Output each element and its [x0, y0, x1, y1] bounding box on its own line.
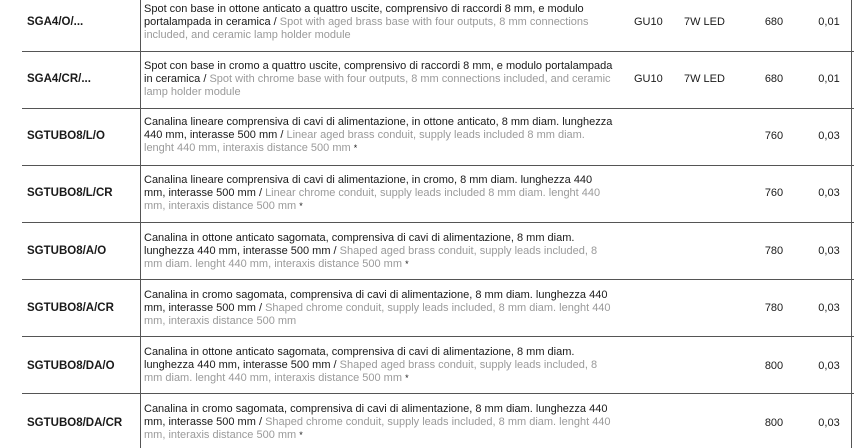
- description-english: Linear chrome conduit, supply leads included 8 mm diam. lenght 440 mm, interaxis distance 500 mm: [144, 187, 601, 212]
- value-column-2: 0,03: [818, 417, 840, 429]
- language-separator: /: [258, 416, 262, 428]
- description-english: Spot with chrome base with four outputs, 8 mm connections included, and ceramic lamp holder module: [144, 73, 611, 98]
- description-english: Shaped aged brass conduit, supply leads included, 8 mm diam. lenght 440 mm, interaxis distance 500 mm: [144, 245, 598, 270]
- column-divider: [851, 0, 852, 448]
- language-separator: /: [203, 73, 207, 85]
- table-row: [22, 223, 854, 279]
- column-divider: [140, 0, 141, 448]
- table-row: [22, 280, 854, 336]
- product-code: SGTUBO8/A/CR: [27, 302, 114, 314]
- description-english: Shaped chrome conduit, supply leads included, 8 mm diam. lenght 440 mm, interaxis distance 500 mm: [144, 302, 611, 327]
- footnote-marker: *: [405, 373, 409, 383]
- description-italian: Canalina in ottone anticato sagomata, comprensiva di cavi di alimentazione, 8 mm diam. lunghezza 440 mm, interasse 500 mm: [144, 232, 575, 257]
- footnote-marker: *: [299, 201, 303, 211]
- lamp-type: 7W LED: [684, 16, 725, 28]
- value-column-2: 0,01: [818, 73, 840, 85]
- value-column-1: 760: [764, 130, 784, 142]
- table-row: [22, 166, 854, 222]
- lamp-type: 7W LED: [684, 73, 725, 85]
- footnote-marker: *: [299, 430, 303, 440]
- value-column-1: 800: [764, 360, 784, 372]
- product-code: SGTUBO8/DA/O: [27, 360, 115, 372]
- description-english: Shaped chrome conduit, supply leads included, 8 mm diam. lenght 440 mm, interaxis distance 500 mm: [144, 416, 611, 441]
- language-separator: /: [333, 359, 337, 371]
- footnote-marker: *: [353, 143, 358, 153]
- value-column-1: 780: [764, 245, 784, 257]
- table-row: [22, 109, 854, 165]
- language-separator: /: [280, 129, 284, 141]
- product-description: [144, 403, 616, 442]
- product-code: SGTUBO8/DA/CR: [27, 417, 123, 429]
- description-italian: Canalina in cromo sagomata, comprensiva di cavi di alimentazione, 8 mm diam. lunghezza 440 mm, interasse 500 mm: [144, 289, 608, 314]
- description-italian: Canalina in ottone anticato sagomata, comprensiva di cavi di alimentazione, 8 mm diam. lunghezza 440 mm, interasse 500 mm: [144, 346, 575, 371]
- value-column-2: 0,03: [818, 130, 840, 142]
- product-description: [144, 116, 616, 155]
- value-column-1: 680: [764, 73, 784, 85]
- value-column-2: 0,03: [818, 302, 840, 314]
- product-description: [144, 289, 616, 328]
- product-code: SGA4/O/...: [27, 16, 84, 28]
- language-separator: /: [258, 302, 262, 314]
- description-english: Spot with aged brass base with four outputs, 8 mm connections included, and ceramic lamp holder module: [144, 16, 589, 41]
- value-column-2: 0,03: [818, 360, 840, 372]
- value-column-1: 680: [764, 16, 784, 28]
- value-column-1: 800: [764, 417, 784, 429]
- product-code: SGA4/CR/...: [27, 73, 91, 85]
- table-row: [22, 52, 854, 108]
- footnote-marker: *: [405, 259, 409, 269]
- socket-type: GU10: [634, 16, 663, 28]
- description-english: Shaped aged brass conduit, supply leads included, 8 mm diam. lenght 440 mm, interaxis distance 500 mm: [144, 359, 598, 384]
- description-english: Linear aged brass conduit, supply leads included 8 mm diam. lenght 440 mm, interaxis distance 500 mm: [144, 129, 585, 154]
- language-separator: /: [273, 16, 277, 28]
- product-description: [144, 60, 616, 99]
- description-italian: Canalina in cromo sagomata, comprensiva di cavi di alimentazione, 8 mm diam. lunghezza 440 mm, interasse 500 mm: [144, 403, 608, 428]
- socket-type: GU10: [634, 73, 663, 85]
- description-italian: Spot con base in cromo a quattro uscite, comprensivo di raccordi 8 mm, e modulo portalampada in ceramica: [144, 60, 613, 85]
- description-italian: Canalina lineare comprensiva di cavi di alimentazione, in ottone anticato, 8 mm diam. lunghezza 440 mm, interasse 500 mm: [144, 116, 613, 141]
- value-column-2: 0,03: [818, 245, 840, 257]
- value-column-2: 0,01: [818, 16, 840, 28]
- product-description: [144, 346, 616, 385]
- product-code: SGTUBO8/L/CR: [27, 187, 113, 199]
- value-column-1: 780: [764, 302, 784, 314]
- table-row: [22, 0, 854, 51]
- product-description: [144, 174, 616, 213]
- language-separator: /: [333, 245, 337, 257]
- language-separator: /: [258, 187, 262, 199]
- product-description: [144, 232, 616, 271]
- description-italian: Canalina lineare comprensiva di cavi di alimentazione, in cromo, 8 mm diam. lunghezza 440 mm, interasse 500 mm: [144, 174, 593, 199]
- product-code: SGTUBO8/L/O: [27, 130, 105, 142]
- table-row: [22, 337, 854, 393]
- value-column-1: 760: [764, 187, 784, 199]
- product-description: [144, 3, 616, 42]
- description-italian: Spot con base in ottone anticato a quattro uscite, comprensivo di raccordi 8 mm, e modulo portalampada in ceramica: [144, 3, 584, 28]
- table-row: [22, 394, 854, 448]
- value-column-2: 0,03: [818, 187, 840, 199]
- product-code: SGTUBO8/A/O: [27, 245, 107, 257]
